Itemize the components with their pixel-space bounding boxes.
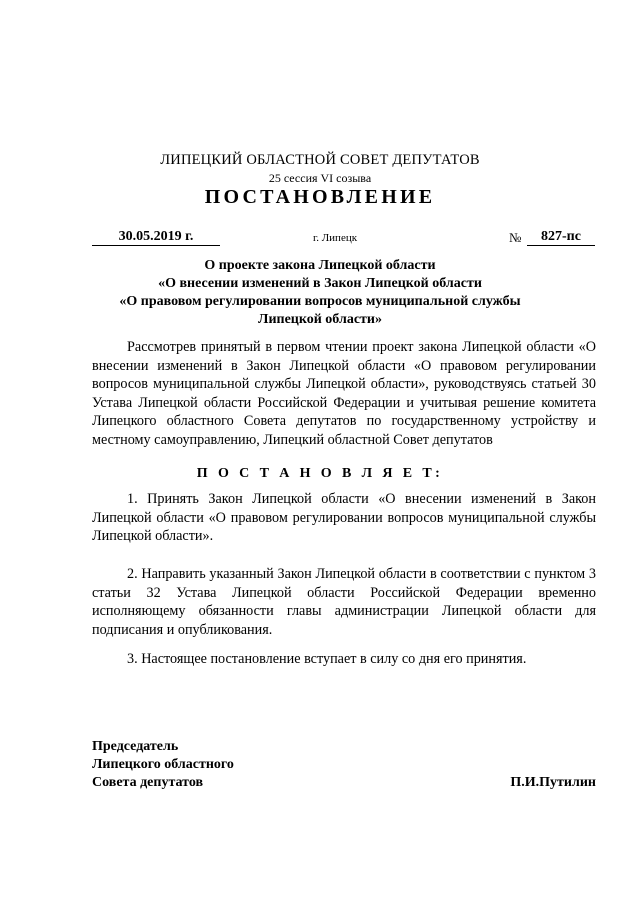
document-city: г. Липецк bbox=[312, 232, 358, 244]
signatory-position-line: Совета депутатов bbox=[92, 775, 204, 790]
item-paragraph-1: 1. Принять Закон Липецкой области «О внесении изменений в Закон Липецкой области «О правовом регулировании вопросов муниципальной службы Липецкой области». bbox=[92, 491, 596, 544]
signatory-position-line: Председатель bbox=[92, 739, 179, 754]
intro-paragraph: Рассмотрев принятый в первом чтении проект закона Липецкой области «О внесении изменений в Закон Липецкой области «О правовом регулировании вопросов муниципальной службы Липецкой области», руководствуясь статьей 30 Устава Липецкой области Российской Федерации и учитывая решение комитета Липецкого областного Совета депутатов по государственному устройству и местному самоуправлению, Липецкий областной Совет депутатов bbox=[92, 339, 596, 448]
subject-line: Липецкой области» bbox=[258, 312, 382, 327]
document-date: 30.05.2019 г. bbox=[92, 229, 220, 246]
signatory-name: П.И.Путилин bbox=[510, 775, 596, 790]
subject-line: О проекте закона Липецкой области bbox=[204, 258, 436, 273]
document-number: 827-пс bbox=[527, 229, 595, 246]
session-info: 25 сессия VI созыва bbox=[268, 171, 372, 185]
council-name: ЛИПЕЦКИЙ ОБЛАСТНОЙ СОВЕТ ДЕПУТАТОВ bbox=[160, 152, 480, 168]
number-sign: № bbox=[509, 230, 522, 245]
decree-heading: П О С Т А Н О В Л Я Е Т: bbox=[196, 466, 444, 481]
signatory-position bbox=[92, 738, 234, 792]
item-paragraph-2: 2. Направить указанный Закон Липецкой области в соответствии с пунктом 3 статьи 32 Устава Липецкой области Российской Федерации временно исполняющему обязанности главы администрации Липецкой области для подписания и опубликования. bbox=[92, 566, 596, 638]
subject-line: «О правовом регулировании вопросов муниципальной службы bbox=[119, 294, 521, 309]
signatory-position-line: Липецкого областного bbox=[92, 757, 234, 772]
document-title: ПОСТАНОВЛЕНИЕ bbox=[204, 186, 436, 208]
item-paragraph-3: 3. Настоящее постановление вступает в силу со дня его принятия. bbox=[127, 651, 527, 667]
subject-line: «О внесении изменений в Закон Липецкой области bbox=[158, 276, 482, 291]
document-subject bbox=[0, 257, 640, 329]
